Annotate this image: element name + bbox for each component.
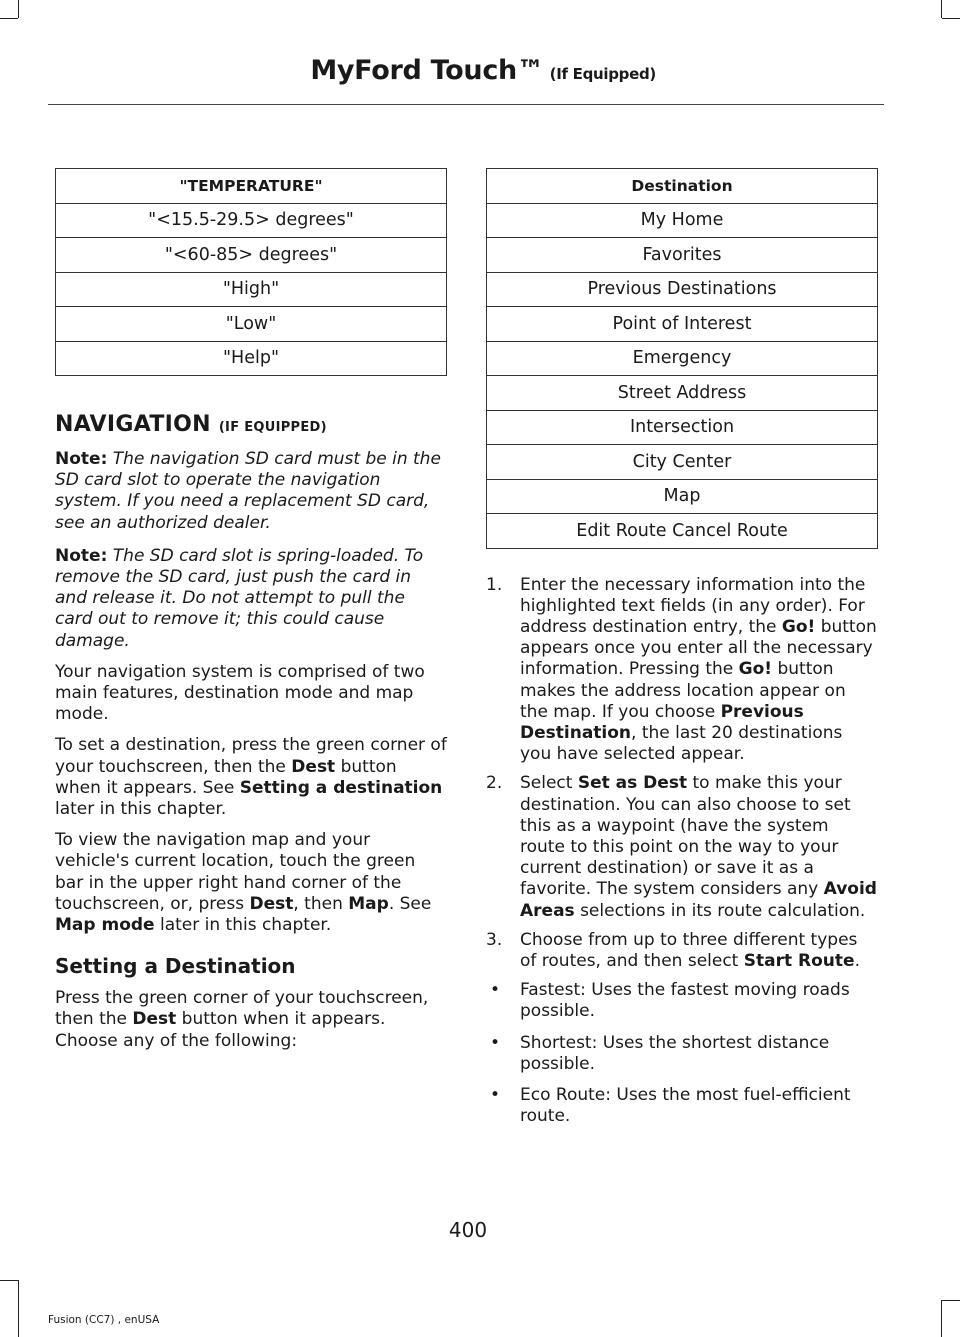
text-span: to make this your destination. You can also choose to set this as a waypoint (have the system route to this point on the way to your current destination) or save it as a favorite. The system considers any xyxy=(520,773,851,900)
keyword: Dest xyxy=(132,1009,177,1030)
paragraph-features: Your navigation system is comprised of two main features, destination mode and map mode. xyxy=(55,661,425,725)
header-title-suffix: (If Equipped) xyxy=(549,65,656,83)
list-item xyxy=(486,1033,878,1075)
table-row: Edit Route Cancel Route xyxy=(487,514,878,549)
text-span: button makes the address location appear on the map. If you choose xyxy=(520,659,846,722)
text-span: button when it appears. Choose any of the following: xyxy=(55,1009,386,1051)
text-span: Fastest: Uses the fastest moving roads possible. xyxy=(520,980,850,1022)
header-title-text: MyFord Touch™ xyxy=(310,55,544,86)
note-sd-card xyxy=(55,449,447,534)
keyword: Go! xyxy=(781,616,816,637)
list-item xyxy=(486,575,878,766)
text-span: later in this chapter. xyxy=(55,799,227,820)
crop-mark xyxy=(0,1280,18,1281)
section-title-text: NAVIGATION xyxy=(55,412,211,437)
crop-mark xyxy=(0,18,18,19)
text-span: . See xyxy=(388,893,432,914)
table-row: Point of Interest xyxy=(487,307,878,342)
keyword: Go! xyxy=(738,659,773,680)
text-span: To set a destination, press the green corner of your touchscreen, then the xyxy=(55,735,447,777)
subheading-setting-destination: Setting a Destination xyxy=(55,954,296,979)
text-span: selections in its route calculation. xyxy=(574,900,866,921)
table-row: Intersection xyxy=(487,410,878,445)
section-title-suffix: (IF EQUIPPED) xyxy=(218,420,327,435)
text-span: Shortest: Uses the shortest distance possible. xyxy=(520,1032,830,1074)
bullet-icon: • xyxy=(490,1084,501,1105)
table-row: Favorites xyxy=(487,238,878,273)
table-row: Emergency xyxy=(487,341,878,376)
keyword: Set as Dest xyxy=(577,773,688,794)
footer-text: Fusion (CC7) , enUSA xyxy=(48,1314,160,1326)
step-number: 2. xyxy=(486,773,503,794)
table-row: City Center xyxy=(487,445,878,480)
list-item xyxy=(486,980,878,1022)
keyword: Map xyxy=(348,893,389,914)
keyword: Dest xyxy=(249,893,294,914)
table-row: Street Address xyxy=(487,376,878,411)
table-row: My Home xyxy=(487,203,878,238)
temperature-table xyxy=(55,168,447,376)
table-row: Previous Destinations xyxy=(487,272,878,307)
list-item xyxy=(486,773,878,921)
table-row: "Low" xyxy=(56,307,447,342)
step-number: 1. xyxy=(486,574,503,595)
crop-mark xyxy=(18,1280,19,1337)
keyword: Map mode xyxy=(55,915,155,936)
text-span: . xyxy=(854,950,860,971)
crop-mark xyxy=(942,1300,960,1301)
text-span: Press the green corner of your touchscreen, then the xyxy=(55,988,429,1030)
table-row: "High" xyxy=(56,272,447,307)
list-item xyxy=(486,1085,878,1127)
keyword: Dest xyxy=(291,756,336,777)
steps-list xyxy=(486,575,878,973)
text-span: button when it appears. See xyxy=(55,756,397,798)
left-column xyxy=(55,168,447,1052)
step-number: 3. xyxy=(486,929,503,950)
note-label: Note: xyxy=(55,449,108,469)
text-span: button appears once you enter all the necessary information. Pressing the xyxy=(520,616,877,680)
table-row: Map xyxy=(487,479,878,514)
keyword: Avoid Areas xyxy=(520,879,877,921)
text-span: Enter the necessary information into the highlighted text fields (in any order). For address destination entry, the xyxy=(520,574,866,637)
text-span: To view the navigation map and your vehicle's current location, touch the green bar in the upper right hand corner of the touchscreen, or, press xyxy=(55,830,416,914)
route-types-list xyxy=(486,980,878,1127)
table-row: "<15.5-29.5> degrees" xyxy=(56,203,447,238)
destination-table-header: Destination xyxy=(487,169,878,204)
temperature-table-header: "TEMPERATURE" xyxy=(56,169,447,204)
text-span: later in this chapter. xyxy=(154,915,332,936)
crop-mark xyxy=(941,1300,942,1337)
text-span: Eco Route: Uses the most fuel-efficient route. xyxy=(520,1084,851,1127)
keyword: Setting a destination xyxy=(239,777,443,798)
page-number: 400 xyxy=(448,1218,488,1242)
page-header-title xyxy=(310,55,656,86)
paragraph-choose xyxy=(55,988,447,1052)
crop-mark xyxy=(18,0,19,18)
bullet-icon: • xyxy=(490,980,501,1001)
paragraph-view-map xyxy=(55,830,447,936)
paragraph-set-destination xyxy=(55,735,447,820)
note-text: The SD card slot is spring-loaded. To remove the SD card, just push the card in and release it. Do not attempt to pull the card out to remove it; this could cause damage. xyxy=(55,545,424,651)
crop-mark xyxy=(942,18,960,19)
bullet-icon: • xyxy=(490,1032,501,1053)
right-column xyxy=(486,168,878,1137)
text-span: Choose from up to three different types of routes, and then select xyxy=(520,929,858,971)
text-span: , the last 20 destinations you have selected appear. xyxy=(520,722,843,765)
crop-mark xyxy=(941,0,942,18)
keyword: Previous Destination xyxy=(520,701,804,743)
note-text: The navigation SD card must be in the SD card slot to operate the navigation system. If you need a replacement SD card, see an authorized dealer. xyxy=(55,449,441,533)
text-span: , then xyxy=(293,893,349,914)
note-label: Note: xyxy=(55,545,108,566)
text-span: Select xyxy=(520,773,578,794)
header-divider xyxy=(48,104,884,105)
table-row: "<60-85> degrees" xyxy=(56,238,447,273)
keyword: Start Route xyxy=(743,950,855,971)
destination-table xyxy=(486,168,878,549)
section-title xyxy=(55,412,447,437)
list-item xyxy=(486,930,878,972)
note-sd-slot xyxy=(55,546,447,652)
table-row: "Help" xyxy=(56,341,447,376)
